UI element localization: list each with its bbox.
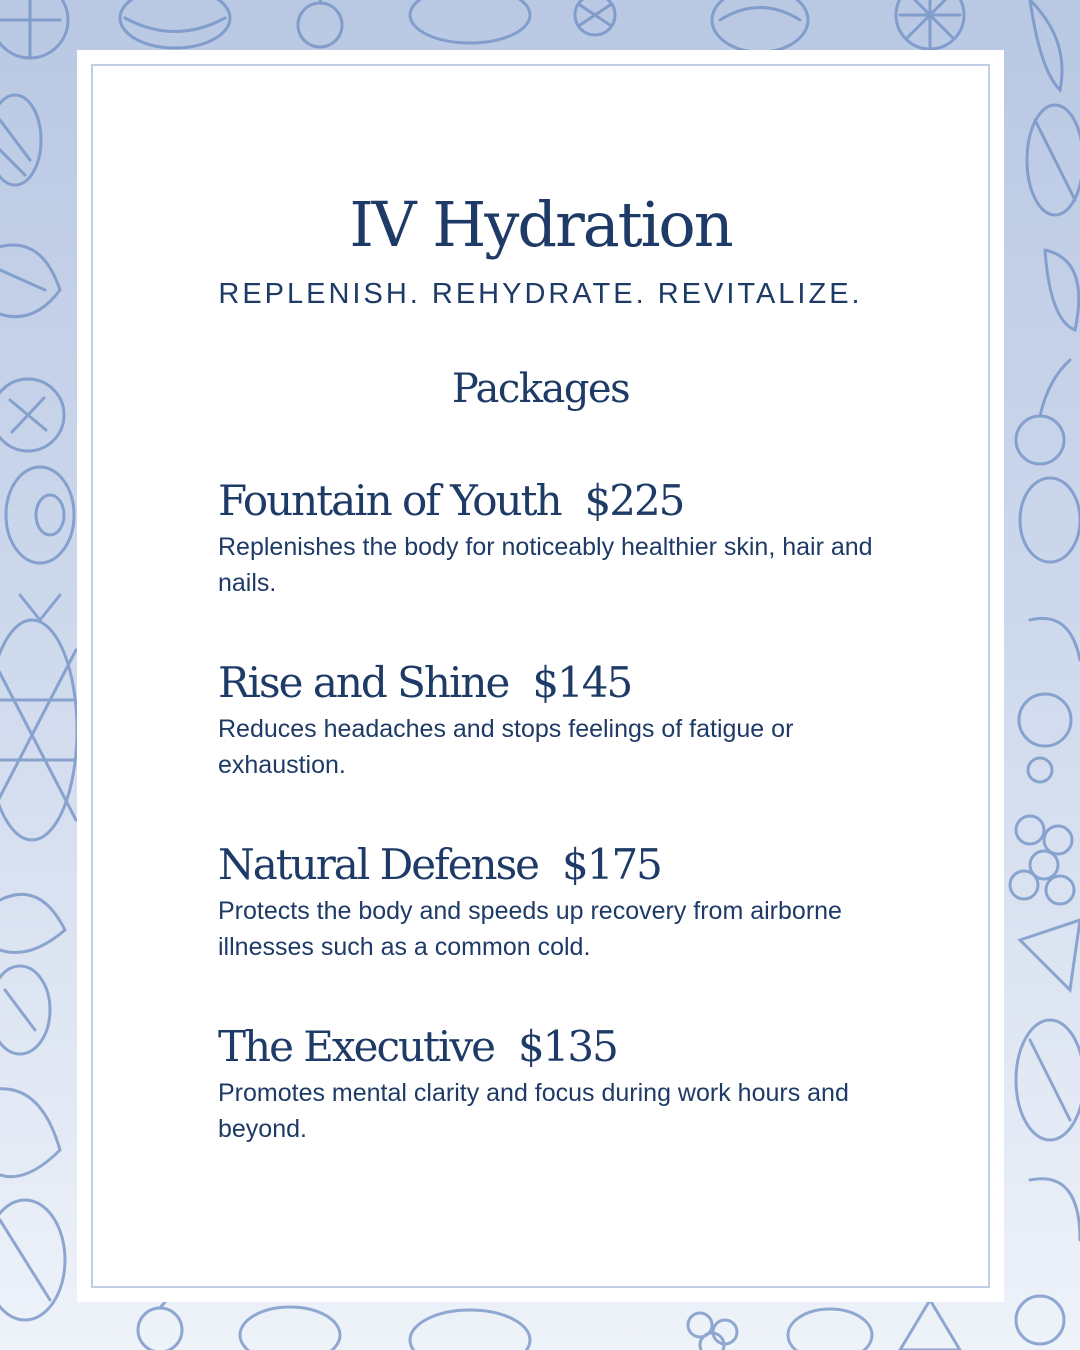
package-name: Natural Defense (218, 840, 539, 889)
package-description: Protects the body and speeds up recovery from airborne illnesses such as a common cold. (218, 897, 842, 961)
package-item (218, 475, 878, 601)
package-name: Fountain of Youth (218, 476, 561, 525)
package-item (218, 657, 878, 783)
package-heading (218, 839, 878, 891)
package-price: $175 (562, 840, 661, 889)
package-name: The Executive (218, 1022, 494, 1071)
package-item (218, 839, 878, 965)
section-heading-packages: Packages (451, 366, 630, 412)
package-name: Rise and Shine (218, 658, 509, 707)
tagline: REPLENISH. REHYDRATE. REVITALIZE. (218, 278, 863, 310)
package-price: $135 (517, 1022, 617, 1071)
package-description: Promotes mental clarity and focus during work hours and beyond. (218, 1079, 849, 1143)
package-heading (218, 1021, 878, 1073)
package-price: $225 (584, 476, 684, 525)
page-title: IV Hydration (349, 188, 732, 261)
package-description: Reduces headaches and stops feelings of fatigue or exhaustion. (218, 715, 794, 779)
menu-card (77, 50, 1004, 1302)
package-heading (218, 657, 878, 709)
package-price: $145 (532, 658, 632, 707)
package-description: Replenishes the body for noticeably healthier skin, hair and nails. (218, 533, 873, 597)
package-heading (218, 475, 878, 527)
package-item (218, 1021, 878, 1147)
